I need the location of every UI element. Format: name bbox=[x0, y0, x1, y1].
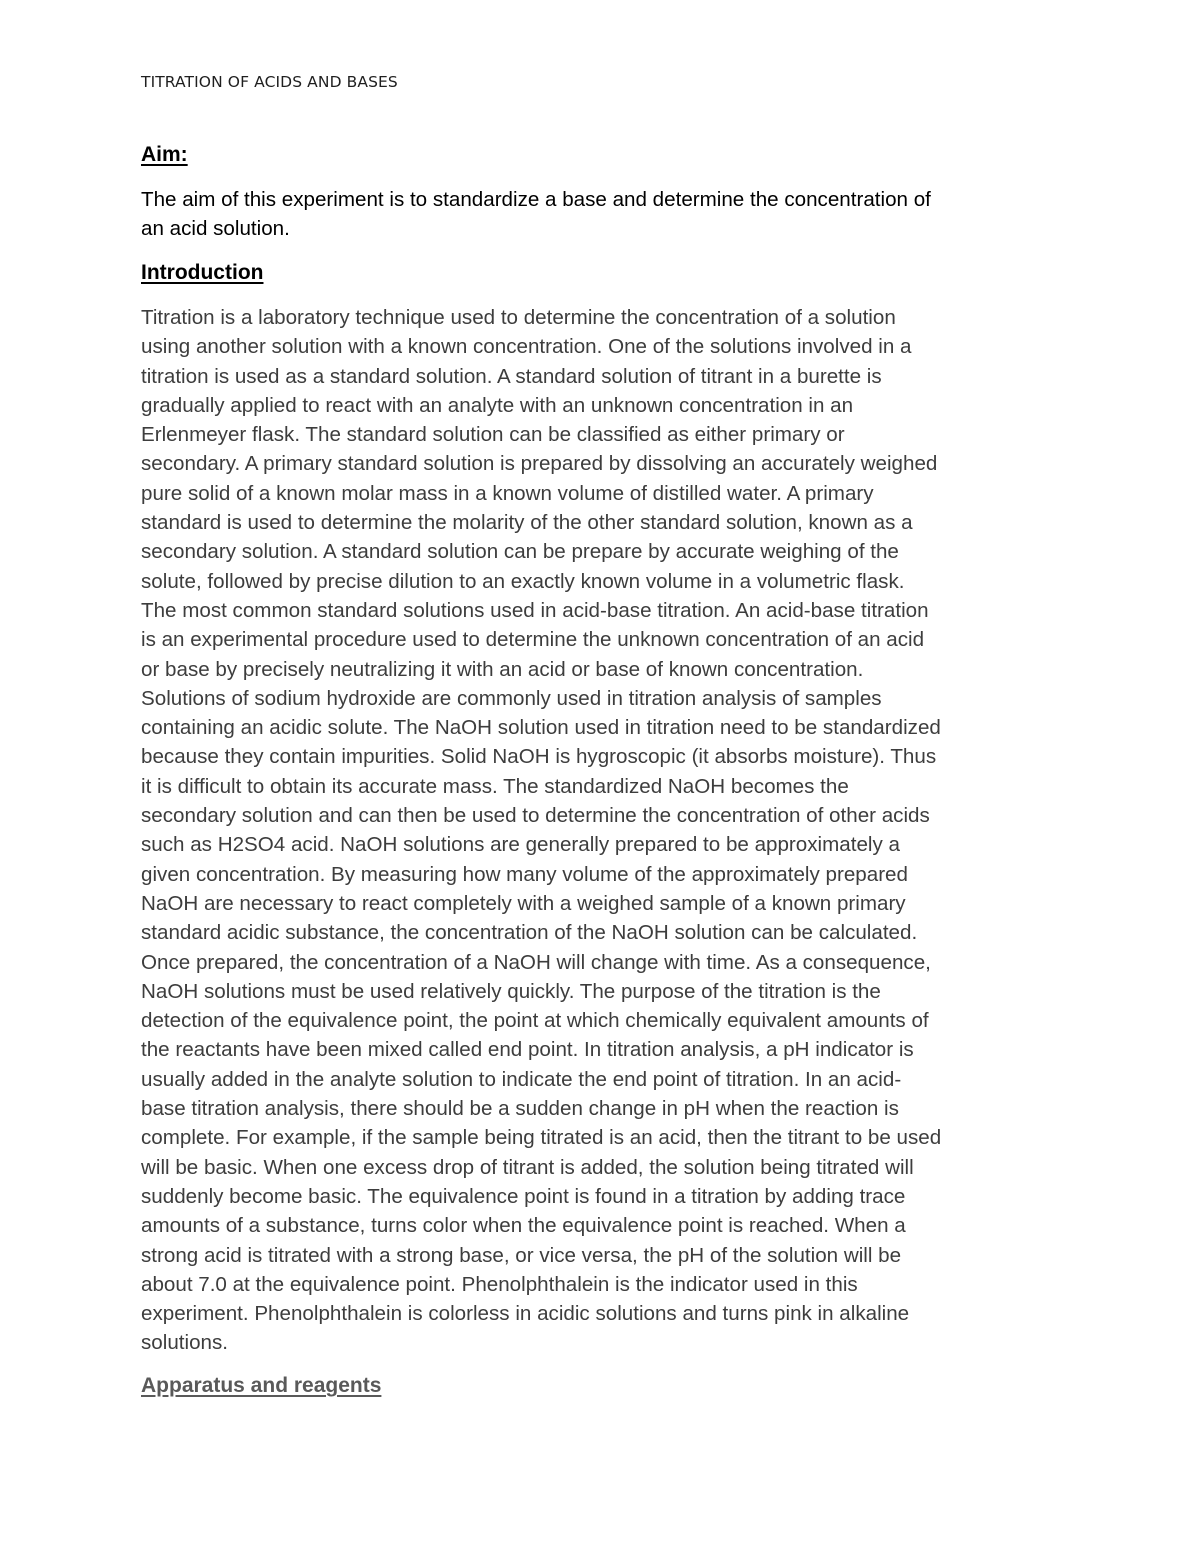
introduction-line: secondary. A primary standard solution is prepared by dissolving an accurately weighed bbox=[141, 452, 938, 476]
aim-line: an acid solution. bbox=[141, 217, 290, 241]
introduction-line: the reactants have been mixed called end point. In titration analysis, a pH indicator is bbox=[141, 1038, 914, 1062]
introduction-line: standard acidic substance, the concentration of the NaOH solution can be calculated. bbox=[141, 921, 918, 945]
introduction-line: gradually applied to react with an analyte with an unknown concentration in an bbox=[141, 393, 854, 417]
introduction-line: NaOH solutions must be used relatively quickly. The purpose of the titration is the bbox=[141, 979, 881, 1003]
introduction-line: strong acid is titrated with a strong base, or vice versa, the pH of the solution will be bbox=[141, 1243, 902, 1267]
introduction-line: because they contain impurities. Solid NaOH is hygroscopic (it absorbs moisture). Thus bbox=[141, 745, 937, 769]
introduction-line: is an experimental procedure used to determine the unknown concentration of an acid bbox=[141, 628, 925, 652]
aim-paragraph bbox=[141, 185, 1066, 244]
introduction-paragraph bbox=[141, 303, 1066, 1358]
introduction-line: usually added in the analyte solution to indicate the end point of titration. In an acid- bbox=[141, 1067, 902, 1091]
aim-heading: Aim: bbox=[141, 143, 188, 166]
introduction-line: solutions. bbox=[141, 1331, 229, 1355]
introduction-line: containing an acidic solute. The NaOH solution used in titration need to be standardized bbox=[141, 716, 941, 740]
introduction-line: solute, followed by precise dilution to an exactly known volume in a volumetric flask. bbox=[141, 569, 905, 593]
introduction-line: pure solid of a known molar mass in a known volume of distilled water. A primary bbox=[141, 481, 874, 505]
introduction-line: suddenly become basic. The equivalence point is found in a titration by adding trace bbox=[141, 1184, 906, 1208]
introduction-line: The most common standard solutions used in acid-base titration. An acid-base titration bbox=[141, 598, 929, 622]
introduction-line: Once prepared, the concentration of a NaOH will change with time. As a consequence, bbox=[141, 950, 931, 974]
introduction-line: Solutions of sodium hydroxide are commonly used in titration analysis of samples bbox=[141, 686, 882, 710]
introduction-line: secondary solution. A standard solution can be prepare by accurate weighing of the bbox=[141, 540, 899, 564]
introduction-line: given concentration. By measuring how many volume of the approximately prepared bbox=[141, 862, 908, 886]
introduction-heading: Introduction bbox=[141, 261, 264, 284]
apparatus-heading: Apparatus and reagents bbox=[141, 1374, 382, 1397]
aim-line: The aim of this experiment is to standardize a base and determine the concentration of bbox=[141, 188, 931, 211]
introduction-line: secondary solution and can then be used to determine the concentration of other acids bbox=[141, 804, 930, 828]
introduction-line: base titration analysis, there should be a sudden change in pH when the reaction is bbox=[141, 1097, 899, 1121]
introduction-line: detection of the equivalence point, the point at which chemically equivalent amounts of bbox=[141, 1009, 929, 1033]
introduction-line: Titration is a laboratory technique used to determine the concentration of a solution bbox=[141, 306, 896, 329]
introduction-line: experiment. Phenolphthalein is colorless in acidic solutions and turns pink in alkaline bbox=[141, 1302, 910, 1326]
document-title: TITRATION OF ACIDS AND BASES bbox=[141, 73, 398, 91]
introduction-line: it is difficult to obtain its accurate mass. The standardized NaOH becomes the bbox=[141, 774, 849, 798]
introduction-line: NaOH are necessary to react completely with a weighed sample of a known primary bbox=[141, 891, 906, 915]
introduction-line: amounts of a substance, turns color when the equivalence point is reached. When a bbox=[141, 1214, 906, 1238]
introduction-line: or base by precisely neutralizing it with an acid or base of known concentration. bbox=[141, 657, 864, 681]
introduction-line: titration is used as a standard solution. A standard solution of titrant in a burette is bbox=[141, 364, 882, 388]
introduction-line: standard is used to determine the molarity of the other standard solution, known as a bbox=[141, 511, 913, 535]
introduction-line: using another solution with a known concentration. One of the solutions involved in a bbox=[141, 335, 912, 359]
introduction-line: about 7.0 at the equivalence point. Phenolphthalein is the indicator used in this bbox=[141, 1272, 858, 1296]
introduction-line: will be basic. When one excess drop of titrant is added, the solution being titrated will bbox=[141, 1155, 914, 1179]
introduction-line: Erlenmeyer flask. The standard solution can be classified as either primary or bbox=[141, 423, 845, 447]
introduction-line: such as H2SO4 acid. NaOH solutions are generally prepared to be approximately a bbox=[141, 833, 900, 857]
introduction-line: complete. For example, if the sample being titrated is an acid, then the titrant to be used bbox=[141, 1126, 942, 1150]
